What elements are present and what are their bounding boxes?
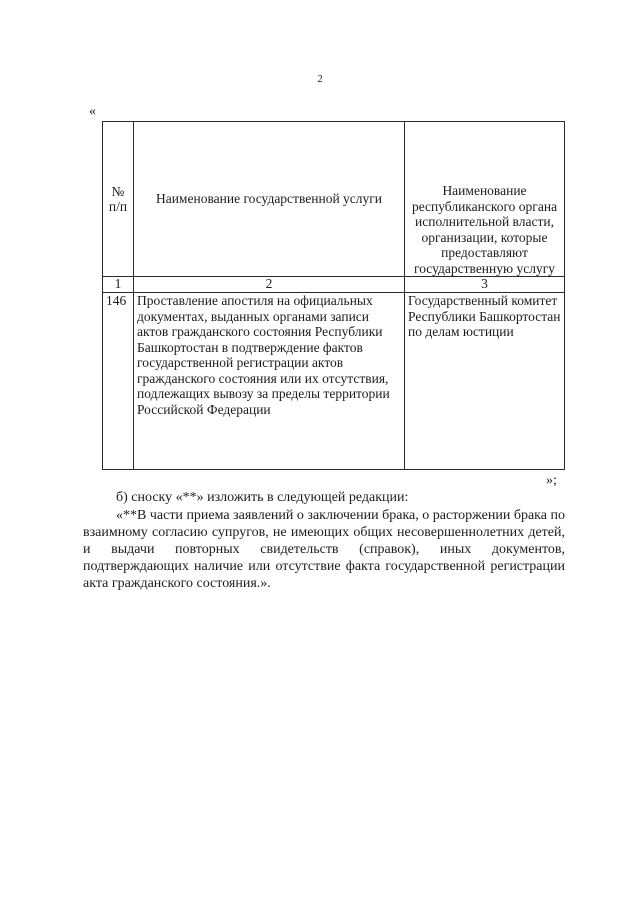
table-header-row — [103, 122, 565, 277]
page-number: 2 — [317, 73, 323, 85]
column-number-1: 1 — [103, 277, 134, 293]
table-close-quote: »; — [546, 473, 557, 488]
row-service-name: Проставление апостиля на официальных документах, выданных органами записи актов гражданского состояния Республики Башкортостан в подтверждение фактов государственной регистрации актов гражданского состояния или их отсутствия, подлежащих вывозу за пределы территории Российской Федерации — [134, 293, 405, 470]
footnote-instruction-paragraph: б) сноску «**» изложить в следующей редакции: — [116, 490, 409, 505]
row-authority: Государственный комитет Республики Башкортостан по делам юстиции — [405, 293, 565, 470]
row-number: 146 — [103, 293, 134, 470]
footnote-text-paragraph: «**В части приема заявлений о заключении брака, о расторжении брака по взаимному согласию супругов, не имеющих общих несовершеннолетних детей, и выдачи повторных свидетельств (справок), иных документов, подтверждающих наличие или отсутствие факта государственной регистрации акта гражданского состояния.». — [83, 508, 565, 591]
header-service-name: Наименование государственной услуги — [134, 122, 405, 277]
table-column-numbers-row — [103, 277, 565, 293]
services-table — [102, 121, 565, 470]
table-open-quote: « — [89, 104, 96, 119]
column-number-2: 2 — [134, 277, 405, 293]
header-number: № п/п — [103, 122, 134, 277]
table-row — [103, 293, 565, 470]
column-number-3: 3 — [405, 277, 565, 293]
header-authority: Наименование республиканского органа исполнительной власти, организации, которые предоставляют государственную услугу — [405, 122, 565, 277]
